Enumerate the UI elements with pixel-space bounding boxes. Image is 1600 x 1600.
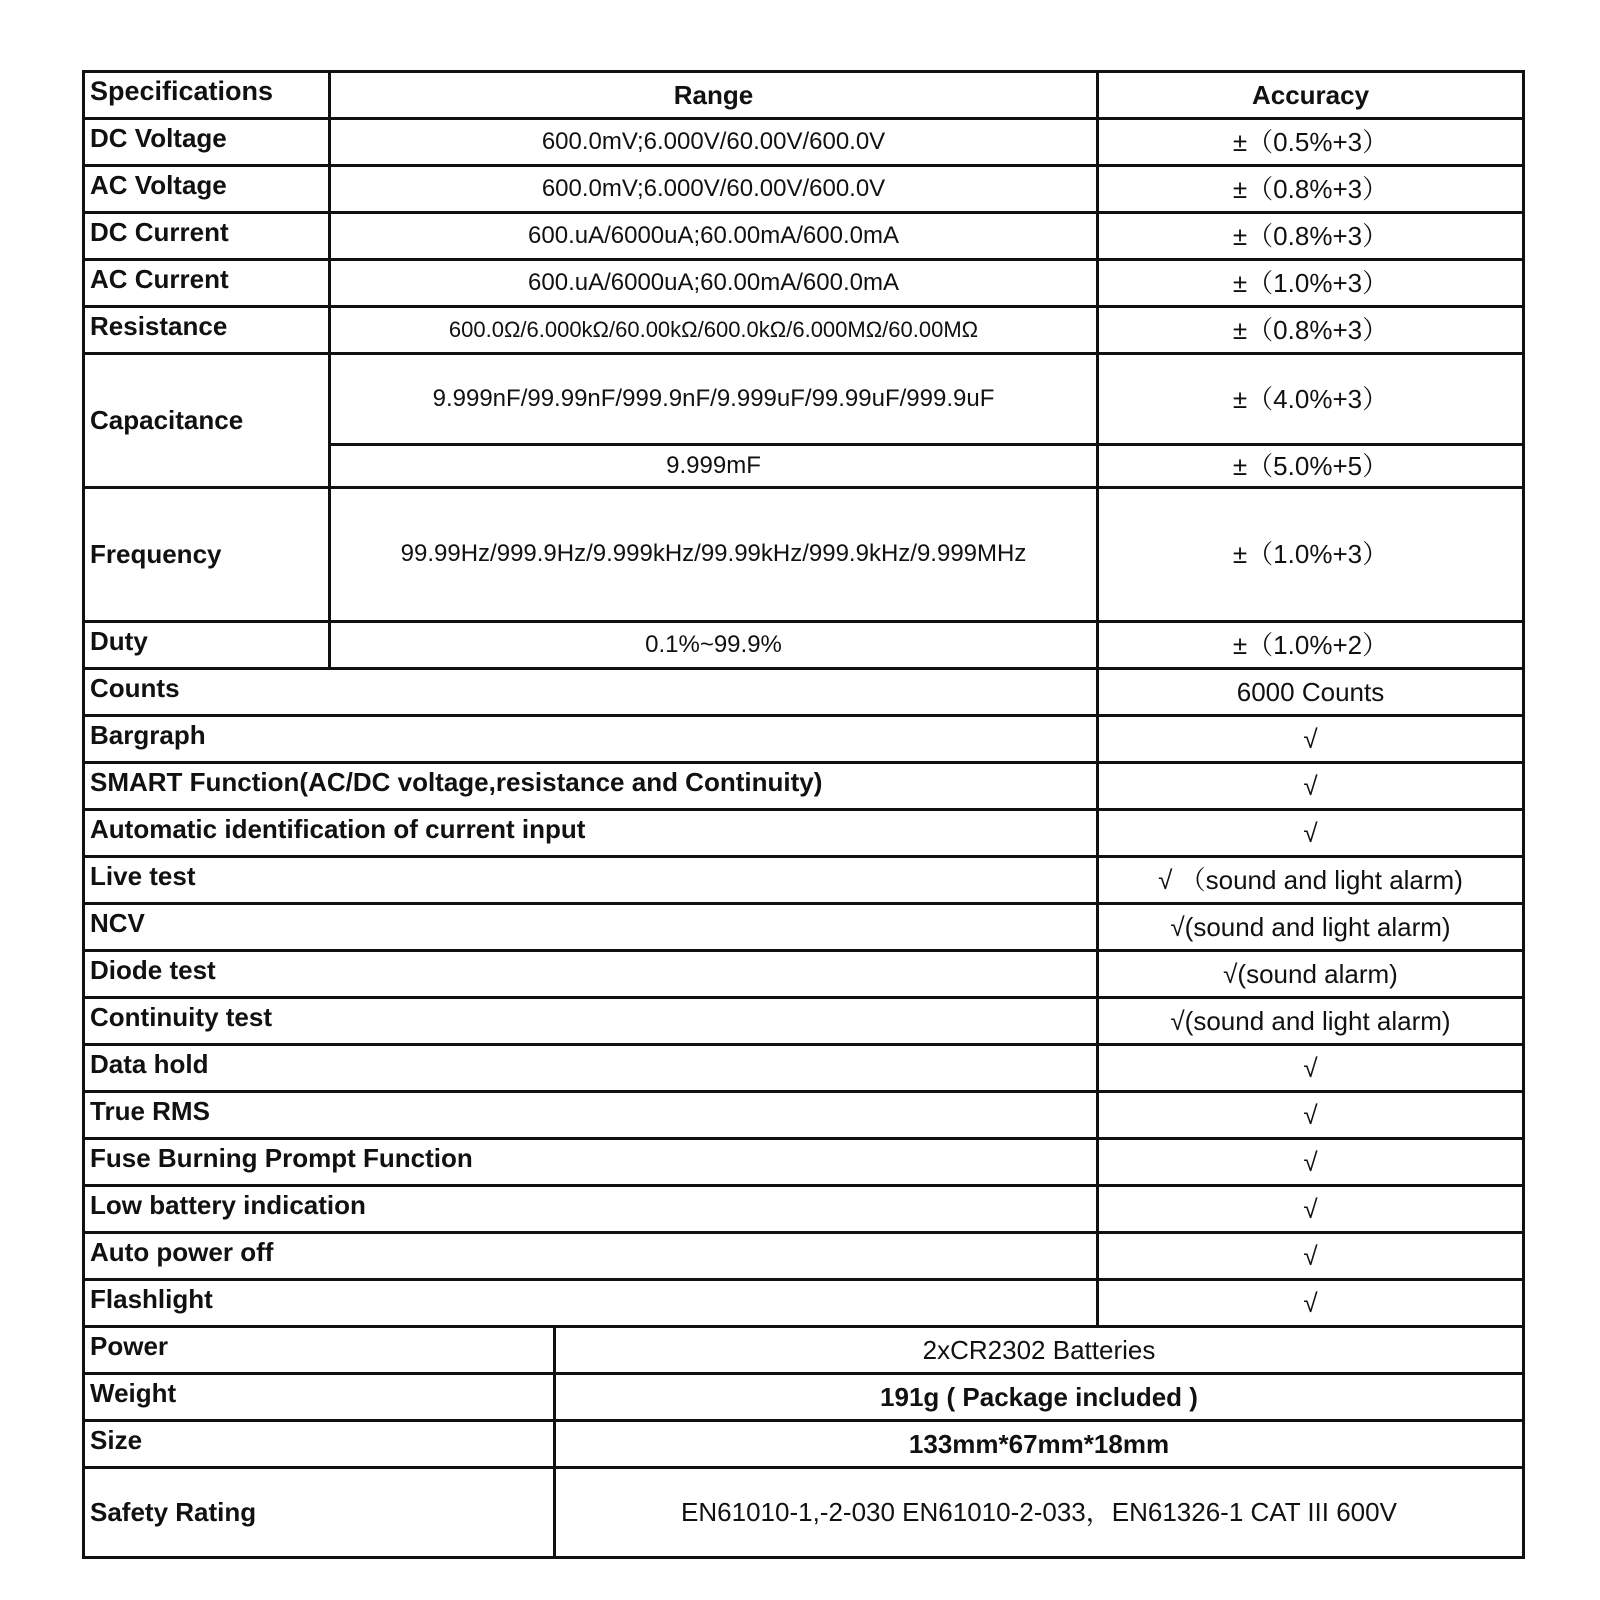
row-label: DC Current bbox=[84, 213, 330, 260]
table-row bbox=[84, 354, 1524, 445]
row-accuracy: ±（0.8%+3） bbox=[1098, 213, 1524, 260]
check-icon: √ bbox=[1098, 1045, 1524, 1092]
table-row bbox=[84, 810, 1524, 857]
feature-value: 6000 Counts bbox=[1098, 669, 1524, 716]
row-accuracy: ±（1.0%+3） bbox=[1098, 260, 1524, 307]
table-row bbox=[84, 857, 1524, 904]
row-accuracy: ±（0.5%+3） bbox=[1098, 119, 1524, 166]
spec-table bbox=[82, 70, 1525, 1559]
feature-label: Counts bbox=[84, 669, 1098, 716]
row-range: 600.uA/6000uA;60.00mA/600.0mA bbox=[330, 260, 1098, 307]
table-row bbox=[84, 951, 1524, 998]
capacitance-range-1: 9.999nF/99.99nF/999.9nF/9.999uF/99.99uF/999.9uF bbox=[330, 354, 1098, 445]
feature-value: √(sound alarm) bbox=[1098, 951, 1524, 998]
table-row bbox=[84, 1045, 1524, 1092]
feature-label: Low battery indication bbox=[84, 1186, 1098, 1233]
header-range: Range bbox=[330, 72, 1098, 119]
check-icon: √ bbox=[1098, 1139, 1524, 1186]
feature-label: Fuse Burning Prompt Function bbox=[84, 1139, 1098, 1186]
feature-label: SMART Function(AC/DC voltage,resistance and Continuity) bbox=[84, 763, 1098, 810]
table-row bbox=[84, 488, 1524, 622]
feature-value: √(sound and light alarm) bbox=[1098, 998, 1524, 1045]
header-specifications: Specifications bbox=[84, 72, 330, 119]
check-icon: √ bbox=[1098, 1280, 1524, 1327]
feature-label: True RMS bbox=[84, 1092, 1098, 1139]
table-row bbox=[84, 119, 1524, 166]
feature-label: Auto power off bbox=[84, 1233, 1098, 1280]
table-row bbox=[84, 1374, 1524, 1421]
table-row bbox=[84, 1233, 1524, 1280]
feature-label: Live test bbox=[84, 857, 1098, 904]
table-row bbox=[84, 716, 1524, 763]
feature-label: NCV bbox=[84, 904, 1098, 951]
check-icon: √ bbox=[1098, 1092, 1524, 1139]
table-row bbox=[84, 998, 1524, 1045]
frequency-label: Frequency bbox=[84, 488, 330, 622]
frequency-range: 99.99Hz/999.9Hz/9.999kHz/99.99kHz/999.9kHz/9.999MHz bbox=[330, 488, 1098, 622]
general-label: Weight bbox=[84, 1374, 555, 1421]
spec-sheet bbox=[82, 70, 1522, 1559]
general-value: 191g ( Package included ) bbox=[555, 1374, 1524, 1421]
table-row bbox=[84, 669, 1524, 716]
table-row bbox=[84, 213, 1524, 260]
row-label: DC Voltage bbox=[84, 119, 330, 166]
feature-label: Automatic identification of current input bbox=[84, 810, 1098, 857]
general-value: 2xCR2302 Batteries bbox=[555, 1327, 1524, 1374]
table-row bbox=[84, 307, 1524, 354]
feature-label: Diode test bbox=[84, 951, 1098, 998]
table-row bbox=[84, 1280, 1524, 1327]
table-row bbox=[84, 1468, 1524, 1558]
capacitance-label: Capacitance bbox=[84, 354, 330, 488]
check-icon: √ bbox=[1098, 1233, 1524, 1280]
safety-value: EN61010-1,-2-030 EN61010-2-033，EN61326-1 CAT III 600V bbox=[555, 1468, 1524, 1558]
row-range: 600.uA/6000uA;60.00mA/600.0mA bbox=[330, 213, 1098, 260]
capacitance-accuracy-2: ±（5.0%+5） bbox=[1098, 445, 1524, 488]
table-row bbox=[84, 622, 1524, 669]
table-row bbox=[84, 763, 1524, 810]
header-accuracy: Accuracy bbox=[1098, 72, 1524, 119]
table-row bbox=[84, 1139, 1524, 1186]
header-row bbox=[84, 72, 1524, 119]
safety-label: Safety Rating bbox=[84, 1468, 555, 1558]
feature-label: Flashlight bbox=[84, 1280, 1098, 1327]
general-value: 133mm*67mm*18mm bbox=[555, 1421, 1524, 1468]
row-range: 600.0mV;6.000V/60.00V/600.0V bbox=[330, 166, 1098, 213]
table-row bbox=[84, 1186, 1524, 1233]
duty-label: Duty bbox=[84, 622, 330, 669]
row-label: AC Voltage bbox=[84, 166, 330, 213]
row-label: AC Current bbox=[84, 260, 330, 307]
capacitance-accuracy-1: ±（4.0%+3） bbox=[1098, 354, 1524, 445]
table-row bbox=[84, 1327, 1524, 1374]
feature-label: Continuity test bbox=[84, 998, 1098, 1045]
feature-label: Bargraph bbox=[84, 716, 1098, 763]
check-icon: √ bbox=[1098, 763, 1524, 810]
table-row bbox=[84, 904, 1524, 951]
table-row bbox=[84, 1092, 1524, 1139]
row-range: 600.0Ω/6.000kΩ/60.00kΩ/600.0kΩ/6.000MΩ/60.00MΩ bbox=[330, 307, 1098, 354]
capacitance-range-2: 9.999mF bbox=[330, 445, 1098, 488]
check-icon: √ bbox=[1098, 810, 1524, 857]
duty-accuracy: ±（1.0%+2） bbox=[1098, 622, 1524, 669]
general-label: Power bbox=[84, 1327, 555, 1374]
row-range: 600.0mV;6.000V/60.00V/600.0V bbox=[330, 119, 1098, 166]
feature-value: √ （sound and light alarm) bbox=[1098, 857, 1524, 904]
row-accuracy: ±（0.8%+3） bbox=[1098, 166, 1524, 213]
duty-range: 0.1%~99.9% bbox=[330, 622, 1098, 669]
table-row bbox=[84, 1421, 1524, 1468]
feature-value: √(sound and light alarm) bbox=[1098, 904, 1524, 951]
row-accuracy: ±（0.8%+3） bbox=[1098, 307, 1524, 354]
general-label: Size bbox=[84, 1421, 555, 1468]
frequency-accuracy: ±（1.0%+3） bbox=[1098, 488, 1524, 622]
table-row bbox=[84, 166, 1524, 213]
row-label: Resistance bbox=[84, 307, 330, 354]
check-icon: √ bbox=[1098, 716, 1524, 763]
feature-label: Data hold bbox=[84, 1045, 1098, 1092]
table-row bbox=[84, 260, 1524, 307]
check-icon: √ bbox=[1098, 1186, 1524, 1233]
